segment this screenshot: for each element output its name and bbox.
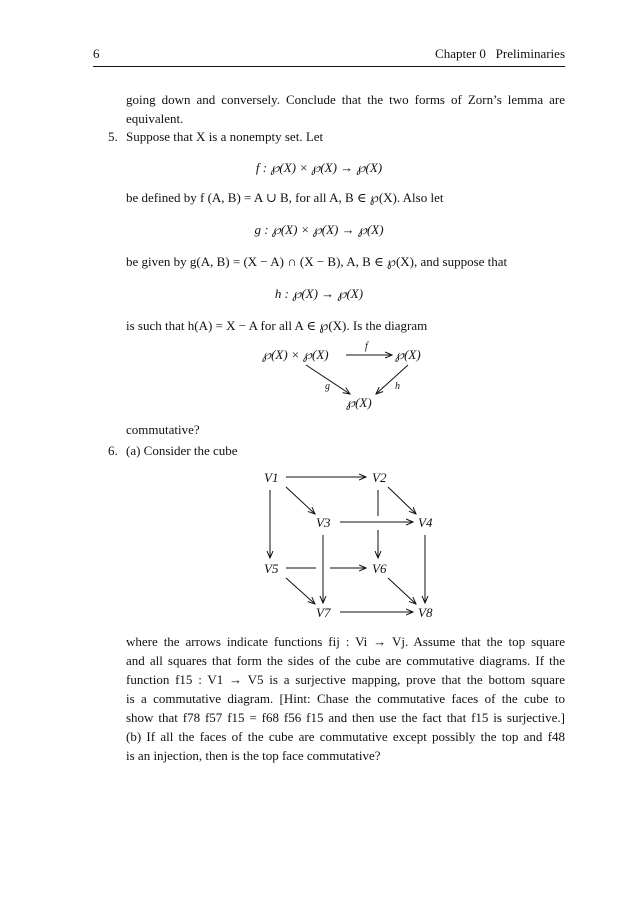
page-number: 6 xyxy=(93,46,100,61)
running-head: Chapter 0 Preliminaries xyxy=(435,46,565,61)
h-description: is such that h(A) = X − A for all A ∈ ℘(X). Is the diagram xyxy=(126,318,428,333)
problem-5-number: 5. xyxy=(108,129,118,144)
vertex-v2: V2 xyxy=(372,470,387,485)
arrow-f68 xyxy=(388,578,416,604)
text-line: (b) If all the faces of the cube are commutative except possibly the top and f48 xyxy=(126,729,565,744)
text-line: going down and conversely. Conclude that the two forms of Zorn’s lemma are xyxy=(126,92,565,107)
problem-6-intro: (a) Consider the cube xyxy=(126,443,238,458)
h-definition: h : ℘(X) → ℘(X) xyxy=(274,286,364,301)
vertex-v7: V7 xyxy=(316,605,331,620)
f-definition: f : ℘(X) × ℘(X) → ℘(X) xyxy=(255,160,383,175)
text-line: is a commutative diagram. [Hint: Chase the commutative faces of the cube to xyxy=(126,691,565,706)
text-line: function f15 : V1 → V5 is a surjective mapping, prove that the bottom square xyxy=(126,672,565,687)
text-line: equivalent. xyxy=(126,111,184,126)
label-g: g xyxy=(325,381,330,392)
f-description: be defined by f (A, B) = A ∪ B, for all A, B ∈ ℘(X). Also let xyxy=(126,190,444,205)
vertex-v4: V4 xyxy=(418,515,433,530)
arrow-f13 xyxy=(286,487,315,514)
text-line: and all squares that form the sides of the cube are commutative diagrams. If the xyxy=(126,653,565,668)
vertex-v3: V3 xyxy=(316,515,331,530)
arrow-f57 xyxy=(286,578,315,604)
text-line: is an injection, then is the top face commutative? xyxy=(126,748,381,763)
node-power-set-right: ℘(X) xyxy=(395,347,421,362)
problem-6-body xyxy=(126,632,565,765)
problem-5-intro: Suppose that X is a nonempty set. Let xyxy=(126,129,324,144)
g-description: be given by g(A, B) = (X − A) ∩ (X − B), A, B ∈ ℘(X), and suppose that xyxy=(126,254,508,269)
g-definition: g : ℘(X) × ℘(X) → ℘(X) xyxy=(254,222,384,237)
node-power-set-bottom: ℘(X) xyxy=(346,395,372,410)
label-h: h xyxy=(395,381,400,392)
text-line: where the arrows indicate functions fij : Vi → Vj. Assume that the top square xyxy=(126,634,565,649)
vertex-v6: V6 xyxy=(372,561,387,576)
label-f: f xyxy=(365,341,368,352)
arrow-f24 xyxy=(388,487,416,514)
problem-5-closing: commutative? xyxy=(126,422,200,437)
problem-6-number: 6. xyxy=(108,443,118,458)
text-line: show that f78 f57 f15 = f68 f56 f15 and then use the fact that f15 is surjective.] xyxy=(126,710,565,725)
vertex-v5: V5 xyxy=(264,561,279,576)
vertex-v1: V1 xyxy=(264,470,279,485)
node-power-set-product: ℘(X) × ℘(X) xyxy=(262,347,329,362)
vertex-v8: V8 xyxy=(418,605,433,620)
